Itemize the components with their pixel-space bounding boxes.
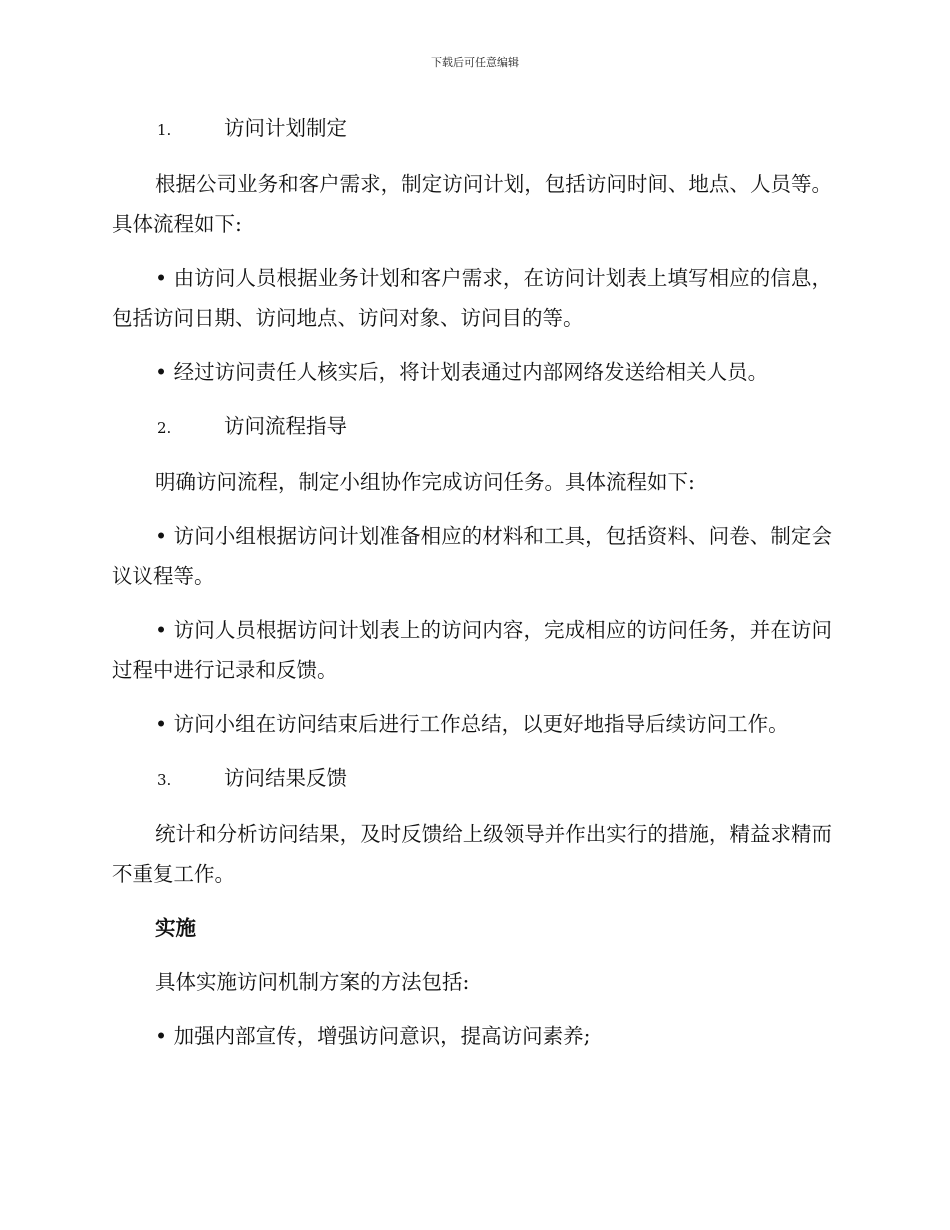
bullet-item: • 访问人员根据访问计划表上的访问内容，完成相应的访问任务，并在访问过程中进行记录和反馈。 [112,618,832,682]
paragraph: 具体实施访问机制方案的方法包括: [155,970,470,994]
paragraph: 统计和分析访问结果，及时反馈给上级领导并作出实行的措施，精益求精而不重复工作。 [112,822,832,886]
bullet-item: • 由访问人员根据业务计划和客户需求，在访问计划表上填写相应的信息，包括访问日期、访问地点、访问对象、访问目的等。 [112,266,832,330]
bullet-item: • 加强内部宣传，增强访问意识，提高访问素养; [155,1024,591,1048]
document-body [112,108,832,1070]
paragraph: 明确访问流程，制定小组协作完成访问任务。具体流程如下: [155,470,695,494]
paragraph: 根据公司业务和客户需求，制定访问计划，包括访问时间、地点、人员等。具体流程如下: [112,172,832,236]
section-number: 3. [157,771,172,789]
section-number: 2. [157,419,172,437]
section-title: 访问结果反馈 [224,766,347,790]
section-title: 访问流程指导 [224,414,347,438]
section-heading-2 [112,406,832,448]
bullet-item: • 访问小组根据访问计划准备相应的材料和工具，包括资料、问卷、制定会议议程等。 [112,524,832,588]
section-number: 1. [157,121,172,139]
section-title: 访问计划制定 [224,116,347,140]
bullet-item: • 访问小组在访问结束后进行工作总结，以更好地指导后续访问工作。 [155,712,789,736]
bullet-item: • 经过访问责任人核实后，将计划表通过内部网络发送给相关人员。 [155,360,769,384]
page-header: 下载后可任意编辑 [431,56,519,69]
section-heading-3 [112,758,832,800]
heading-implementation: 实施 [155,916,196,940]
section-heading-1 [112,108,832,150]
